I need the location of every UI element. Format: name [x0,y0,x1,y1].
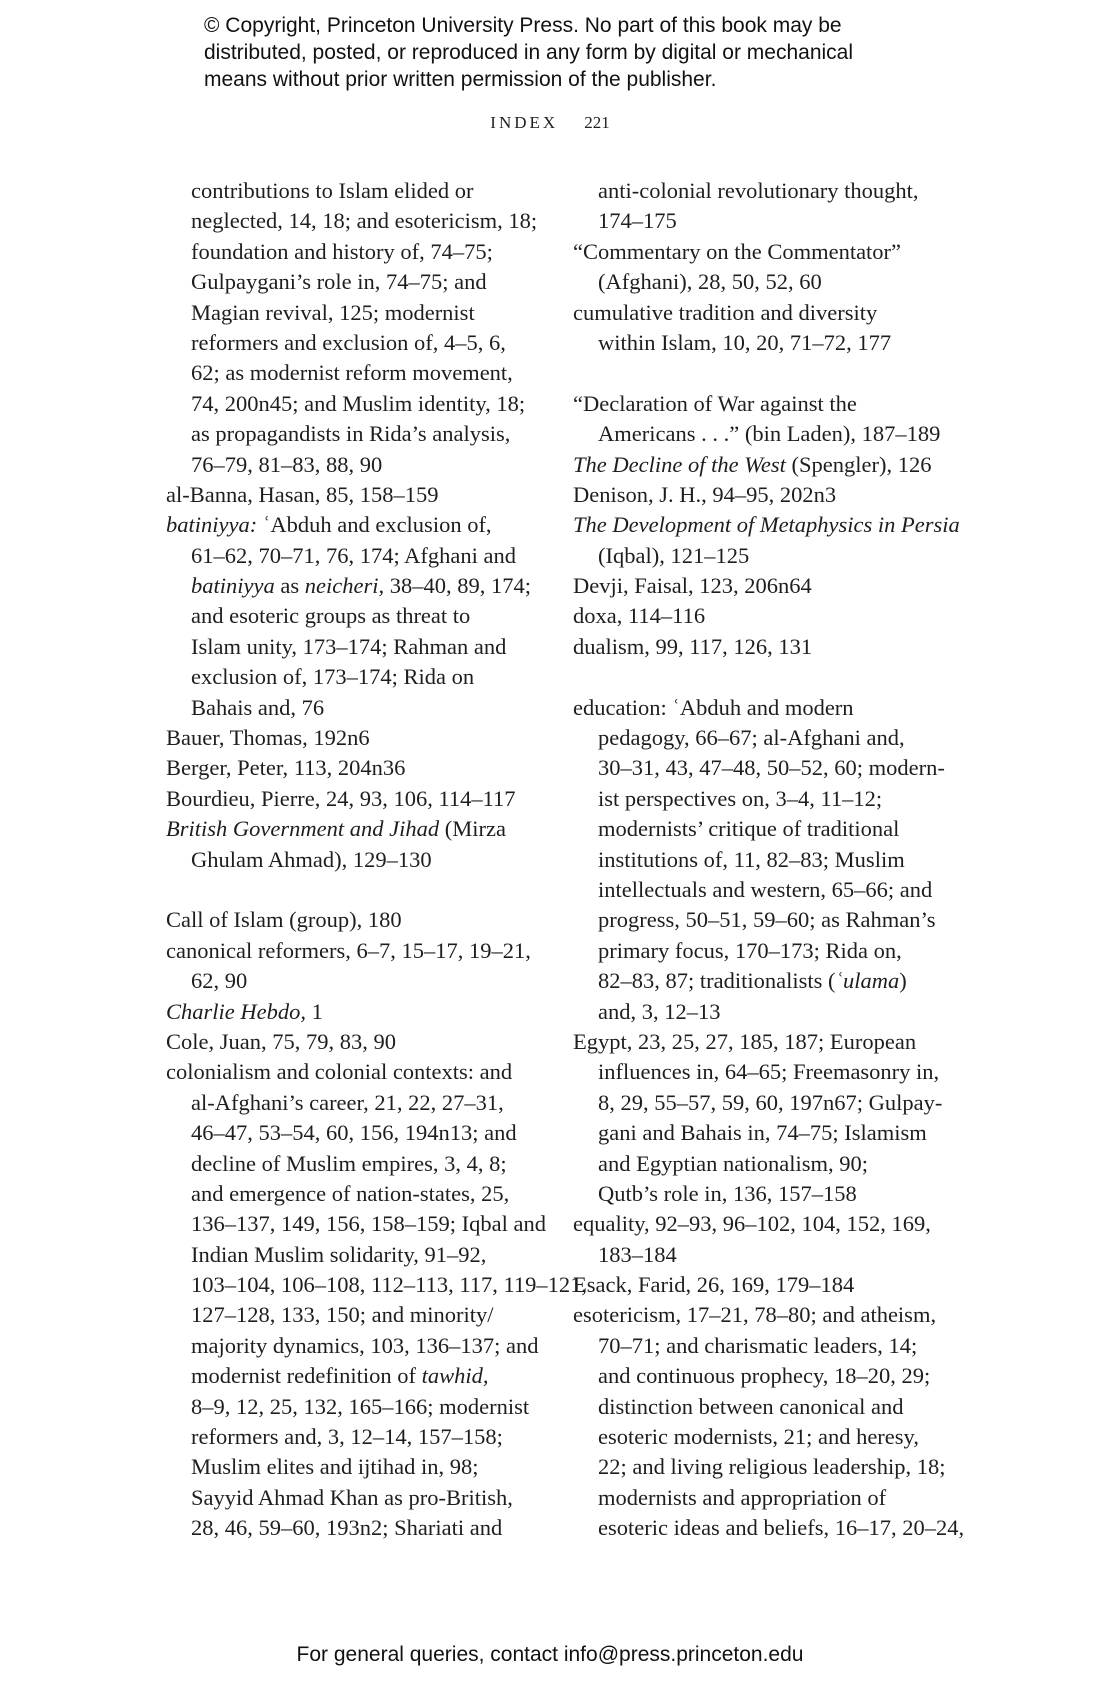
index-line: ist perspectives on, 3–4, 11–12; [598,785,883,811]
index-line: reformers and, 3, 12–14, 157–158; [191,1424,503,1450]
index-line: Ghulam Ahmad), 129–130 [191,846,432,872]
index-line: foundation and history of, 74–75; [191,238,493,264]
index-line: influences in, 64–65; Freemasonry in, [598,1059,940,1085]
index-entry-italic: batiniyya: [166,512,258,538]
index-entry: doxa, 114–116 [573,603,706,629]
index-line: contributions to Islam elided or [191,178,474,203]
index-entry-text: ʿAbduh and exclusion of, [257,512,492,538]
index-line-text: ) [899,968,907,994]
index-entry-text: 1 [306,998,323,1024]
running-head-label: INDEX [490,113,559,132]
index-entry [573,450,945,480]
index-line: 61–62, 70–71, 76, 174; Afghani and [191,542,516,568]
index-line-italic: batiniyya [191,573,275,599]
index-line: intellectuals and western, 65–66; and [598,876,933,902]
index-line-text: as [274,573,305,599]
index-entry: dualism, 99, 117, 126, 131 [573,633,813,659]
index-entry: Berger, Peter, 113, 204n36 [166,755,406,781]
index-entry: Devji, Faisal, 123, 206n64 [573,573,812,599]
index-column-right [573,176,965,1544]
index-line: and emergence of nation-states, 25, [191,1180,510,1206]
index-entry: cumulative tradition and diversity [573,299,878,325]
index-line: Americans . . .” (bin Laden), 187–189 [598,421,941,447]
copyright-notice [204,12,924,93]
index-entry: “Declaration of War against the [573,390,857,416]
index-entry: esotericism, 17–21, 78–80; and atheism, [573,1302,937,1328]
index-line: progress, 50–51, 59–60; as Rahman’s [598,907,936,933]
index-line: anti-colonial revolutionary thought, [598,178,919,203]
footer-contact: For general queries, contact info@press.princeton.edu [296,1643,804,1666]
index-line: 28, 46, 59–60, 193n2; Shariati and [191,1515,503,1541]
index-line-text: modernist redefinition of [191,1363,422,1389]
index-line [573,966,945,996]
index-entry [166,997,538,1027]
index-entry-italic: Charlie Hebdo, [166,998,306,1024]
index-line: esoteric ideas and beliefs, 16–17, 20–24, [598,1515,965,1541]
index-line: distinction between canonical and [598,1393,904,1419]
index-line: majority dynamics, 103, 136–137; and [191,1332,539,1358]
index-entry: Egypt, 23, 25, 27, 185, 187; European [573,1028,917,1054]
index-line: 183–184 [598,1241,677,1267]
index-line: 136–137, 149, 156, 158–159; Iqbal and [191,1211,546,1237]
section-gap [573,662,945,692]
index-line: Magian revival, 125; modernist [191,299,475,325]
index-line: Bahais and, 76 [191,694,325,720]
index-line: as propagandists in Rida’s analysis, [191,421,511,447]
index-line-italic: tawhid, [421,1363,489,1389]
index-line: 8, 29, 55–57, 59, 60, 197n67; Gulpay- [598,1089,943,1115]
index-line: Gulpaygani’s role in, 74–75; and [191,269,487,295]
copyright-line: distributed, posted, or reproduced in any form by digital or mechanical [204,41,854,64]
index-entry [166,510,538,540]
index-line: gani and Bahais in, 74–75; Islamism [598,1120,927,1146]
index-line: 8–9, 12, 25, 132, 165–166; modernist [191,1393,530,1419]
index-line: decline of Muslim empires, 3, 4, 8; [191,1150,507,1176]
index-line: 62, 90 [191,968,248,994]
index-entry: Esack, Farid, 26, 169, 179–184 [573,1272,855,1298]
index-line: modernists and appropriation of [598,1484,887,1510]
index-line: esoteric modernists, 21; and heresy, [598,1424,919,1450]
index-line: reformers and exclusion of, 4–5, 6, [191,329,506,355]
index-entry: The Development of Metaphysics in Persia [573,512,960,538]
copyright-line: © Copyright, Princeton University Press. No part of this book may be [204,14,842,37]
index-line: and Egyptian nationalism, 90; [598,1150,868,1176]
index-line [166,1361,538,1391]
section-gap [166,875,538,905]
index-line: Sayyid Ahmad Khan as pro-British, [191,1484,513,1510]
section-gap [573,358,945,388]
index-line: exclusion of, 173–174; Rida on [191,664,475,690]
index-column-left [166,176,588,1544]
running-head [0,113,1100,133]
index-line: Muslim elites and ijtihad in, 98; [191,1454,479,1480]
index-line: within Islam, 10, 20, 71–72, 177 [598,329,892,355]
index-line: and esoteric groups as threat to [191,603,471,629]
index-line: al-Afghani’s career, 21, 22, 27–31, [191,1089,504,1115]
index-line-text: 82–83, 87; traditionalists ( [598,968,836,994]
index-line: 174–175 [598,208,677,234]
index-line-italic: ʿulama [835,968,900,994]
index-entry-italic: The Decline of the West [573,451,786,477]
index-line: 62; as modernist reform movement, [191,360,513,386]
index-line: Indian Muslim solidarity, 91–92, [191,1241,487,1267]
index-entry: Denison, J. H., 94–95, 202n3 [573,481,837,507]
index-entry: education: ʿAbduh and modern [573,694,854,720]
index-entry: Bourdieu, Pierre, 24, 93, 106, 114–117 [166,785,516,811]
index-line [166,571,538,601]
index-line: pedagogy, 66–67; al-Afghani and, [598,725,905,751]
index-entry: canonical reformers, 6–7, 15–17, 19–21, [166,937,531,963]
index-line: 74, 200n45; and Muslim identity, 18; [191,390,526,416]
index-entry-text: (Spengler), 126 [785,451,932,477]
index-line: modernists’ critique of traditional [598,816,900,842]
index-entry: Call of Islam (group), 180 [166,907,402,933]
index-line: 22; and living religious leadership, 18; [598,1454,946,1480]
index-line: Qutb’s role in, 136, 157–158 [598,1180,857,1206]
copyright-line: means without prior written permission of the publisher. [204,68,717,91]
index-line: institutions of, 11, 82–83; Muslim [598,846,905,872]
index-line: and, 3, 12–13 [598,998,721,1024]
index-line: primary focus, 170–173; Rida on, [598,937,902,963]
index-entry: colonialism and colonial contexts: and [166,1059,513,1085]
index-line: 76–79, 81–83, 88, 90 [191,451,383,477]
index-line: 127–128, 133, 150; and minority/ [191,1302,494,1328]
index-line: 70–71; and charismatic leaders, 14; [598,1332,918,1358]
page-number: 221 [584,113,610,132]
index-entry-italic: British Government and Jihad [166,816,440,842]
index-entry [166,814,538,844]
index-entry-text: (Mirza [439,816,506,842]
index-entry: Cole, Juan, 75, 79, 83, 90 [166,1028,396,1054]
index-entry: Bauer, Thomas, 192n6 [166,725,370,751]
index-line: 103–104, 106–108, 112–113, 117, 119–121, [191,1272,588,1298]
index-line: Islam unity, 173–174; Rahman and [191,633,507,659]
index-line: neglected, 14, 18; and esotericism, 18; [191,208,538,234]
index-line-italic: neicheri, [304,573,385,599]
index-line-text: 38–40, 89, 174; [384,573,531,599]
index-line: (Iqbal), 121–125 [598,542,750,568]
index-entry: “Commentary on the Commentator” [573,238,902,264]
index-line: 46–47, 53–54, 60, 156, 194n13; and [191,1120,517,1146]
index-line: 30–31, 43, 47–48, 50–52, 60; modern- [598,755,945,781]
index-line: (Afghani), 28, 50, 52, 60 [598,269,822,295]
index-entry: al-Banna, Hasan, 85, 158–159 [166,481,439,507]
index-line: and continuous prophecy, 18–20, 29; [598,1363,931,1389]
index-entry: equality, 92–93, 96–102, 104, 152, 169, [573,1211,931,1237]
